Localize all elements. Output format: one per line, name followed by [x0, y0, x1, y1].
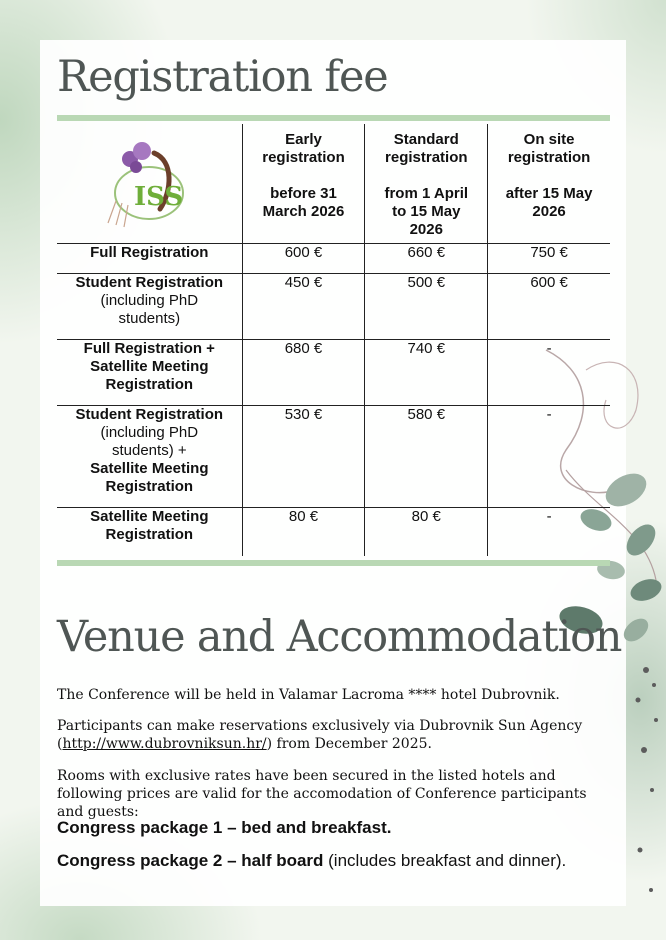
col-early-header: Early registration before 31 March 2026 [242, 124, 365, 244]
venue-heading: Venue and Accommodation [57, 612, 622, 662]
col-onsite-header: On site registration after 15 May 2026 [488, 124, 610, 244]
fee-cell: 660 € [365, 244, 488, 274]
fee-cell: - [488, 340, 610, 406]
fee-cell: 450 € [242, 274, 365, 340]
fee-cell: 600 € [488, 274, 610, 340]
fee-cell: 80 € [365, 508, 488, 556]
society-logo-icon [94, 131, 204, 231]
table-row [57, 340, 610, 406]
heading-rule-top [57, 115, 610, 121]
fee-cell: 750 € [488, 244, 610, 274]
fee-cell: 680 € [242, 340, 365, 406]
fee-cell: 580 € [365, 406, 488, 508]
logo-letters: ISS [134, 182, 184, 212]
fee-cell: 530 € [242, 406, 365, 508]
fee-cell: - [488, 406, 610, 508]
fee-cell: 740 € [365, 340, 488, 406]
table-row [57, 274, 610, 340]
table-row [57, 244, 610, 274]
row-label: Student Registration (including PhD students) [57, 274, 242, 340]
table-header-row [57, 124, 610, 244]
table-rule-bottom [57, 560, 610, 566]
venue-paragraph-1: The Conference will be held in Valamar Lacroma **** hotel Dubrovnik. [57, 687, 560, 703]
row-label: Full Registration [57, 244, 242, 274]
fee-cell: - [488, 508, 610, 556]
logo-cell [57, 124, 242, 244]
fee-cell: 600 € [242, 244, 365, 274]
row-label: Student Registration (including PhD students) + Satellite Meeting Registration [57, 406, 242, 508]
venue-paragraph-2: Participants can make reservations exclusively via Dubrovnik Sun Agency (http://www.dubrovniksun.hr/) from December 2025. [57, 718, 583, 752]
package-1: Congress package 1 – bed and breakfast. [57, 818, 392, 837]
table-row [57, 508, 610, 556]
col-standard-header: Standard registration from 1 April to 15 May 2026 [365, 124, 488, 244]
registration-heading: Registration fee [57, 52, 388, 102]
row-label: Full Registration + Satellite Meeting Registration [57, 340, 242, 406]
package-2: Congress package 2 – half board (includes breakfast and dinner). [57, 851, 567, 870]
fee-cell: 80 € [242, 508, 365, 556]
fee-cell: 500 € [365, 274, 488, 340]
dubrovnik-sun-link[interactable]: http://www.dubrovniksun.hr/ [62, 736, 267, 752]
registration-fee-table [57, 124, 610, 556]
table-row [57, 406, 610, 508]
venue-paragraph-3: Rooms with exclusive rates have been secured in the listed hotels and following prices are valid for the accomodation of Conference participants and guests: [57, 768, 587, 820]
row-label: Satellite Meeting Registration [57, 508, 242, 556]
